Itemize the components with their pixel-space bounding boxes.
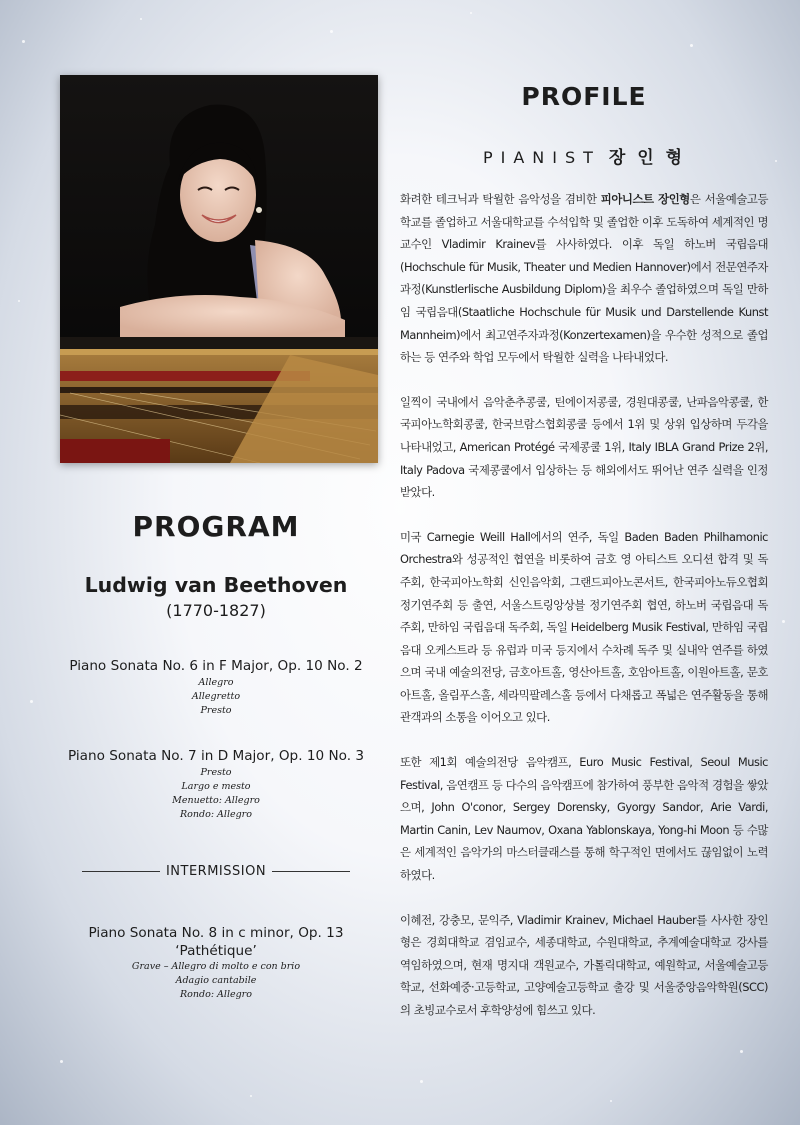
profile-heading: PROFILE <box>521 82 647 111</box>
program-piece <box>60 658 372 718</box>
divider-line <box>82 871 160 872</box>
movement: Grave – Allegro di molto e con brio <box>131 961 301 972</box>
pianist-name-line <box>400 143 768 168</box>
movement: Largo e mesto <box>181 781 251 792</box>
pianist-photo <box>60 75 378 463</box>
profile-section <box>400 82 768 1044</box>
composer-years: (1770-1827) <box>166 601 266 620</box>
movement: Rondo: Allegro <box>180 809 252 820</box>
program-piece <box>60 748 372 822</box>
piece-subtitle: ‘Pathétique’ <box>175 943 257 959</box>
program-section <box>60 510 372 1002</box>
intermission-divider <box>82 864 350 879</box>
movement: Adagio cantabile <box>175 975 257 986</box>
composer-name: Ludwig van Beethoven <box>84 573 348 597</box>
bio-paragraph <box>400 188 768 369</box>
movement: Presto <box>200 767 232 778</box>
movement: Allegretto <box>191 691 241 702</box>
movement: Menuetto: Allegro <box>172 795 260 806</box>
piece-title: Piano Sonata No. 8 in c minor, Op. 13 <box>88 925 344 941</box>
movement: Presto <box>200 705 232 716</box>
divider-line <box>272 871 350 872</box>
intermission-label: INTERMISSION <box>165 864 267 879</box>
pianist-illustration <box>60 75 378 463</box>
movement: Rondo: Allegro <box>180 989 252 1000</box>
bio-paragraph: 일찍이 국내에서 음악춘추콩쿨, 틴에이저콩쿨, 경원대콩쿨, 난파음악콩쿨, 한국피아노학회콩쿨, 한국브람스협회콩쿨 등에서 1위 및 상위 입상하며 두각을 나타내었고, American Protégé 국제콩쿨 1위, Italy IBLA Grand Prize 2위, Italy Padova 국제콩쿨에서 입상하는 등 해외에서도 뛰어난 연주 실력을 인정받았다. <box>400 394 768 500</box>
bio-text: 은 서울예술고등학교를 졸업하고 서울대학교를 수석입학 및 졸업한 이후 도독하여 세계적인 명교수인 Vladimir Krainev를 사사하였다. 이후 독일 하노버 국립음대(Hochschule für Musik, Theater und Medien Hannover)에서 전문연주자과정(Kunstlerlische Ausbildung Diplom)을 최우수 졸업하였으며 독일 만하임 국립음대(Staatliche Hochschule für Musik und Darstellende Kunst Mannheim)에서 최고연주자과정(Konzertexamen)을 우수한 성적으로 졸업하는 등 연주와 학업 모두에서 탁월한 실력을 나타내었다. <box>400 192 769 365</box>
program-heading: PROGRAM <box>132 510 300 543</box>
role-label: PIANIST <box>482 148 601 167</box>
biography <box>400 188 768 1022</box>
bio-paragraph: 미국 Carnegie Weill Hall에서의 연주, 독일 Baden Baden Philhamonic Orchestra와 성공적인 협연을 비롯하여 금호 영 아티스트 오디션 합격 및 독주회, 한국피아노학회 신인음악회, 그랜드피아노콘서트, 한국피아노듀오협회 정기연주회 등 출연, 서울스트링앙상블 정기연주회 협연, 하노버 국립음대 독주회, 만하임 국립음대 독주회, 독일 Heidelberg Musik Festival, 만하임 국립음대 오케스트라 등 유럽과 미국 등지에서 수차례 독주 및 실내악 연주를 하였으며 국내 예술의전당, 금호아트홀, 영산아트홀, 호암아트홀, 이원아트홀, 문호아트홀, 올림푸스홀, 세라믹팔레스홀 등에서 다채롭고 폭넓은 연주활동을 통해 관객과의 소통을 이어오고 있다. <box>400 529 768 725</box>
pianist-name: 장 인 형 <box>608 148 686 168</box>
piece-title: Piano Sonata No. 6 in F Major, Op. 10 No. 2 <box>69 658 363 674</box>
program-piece <box>60 925 372 1002</box>
bio-paragraph: 이혜전, 강충모, 문익주, Vladimir Krainev, Michael Hauber를 사사한 장인형은 경희대학교 겸임교수, 세종대학교, 수원대학교, 추계예술대학교 강사를 역임하였으며, 현재 명지대 객원교수, 가톨릭대학교, 예원학교, 서울예술고등학교, 선화예중·고등학교, 고양예술고등학교 출강 및 서울중앙음악학원(SCC)의 초빙교수로서 후학양성에 힘쓰고 있다. <box>400 912 768 1017</box>
piece-title: Piano Sonata No. 7 in D Major, Op. 10 No. 3 <box>67 748 364 764</box>
bio-text: 화려한 테크닉과 탁월한 음악성을 겸비한 <box>400 192 601 206</box>
bio-highlight: 피아니스트 장인형 <box>600 192 690 206</box>
bio-paragraph: 또한 제1회 예술의전당 음악캠프, Euro Music Festival, Seoul Music Festival, 음연캠프 등 다수의 음악캠프에 참가하여 풍부한 음악적 경험을 쌓았으며, John O'conor, Sergey Dorensky, Gyorgy Sandor, Arie Vardi, Martin Canin, Lev Naumov, Oxana Yablonskaya, Yong-hi Moon 등 수많은 세계적인 음악가의 마스터클래스를 통해 학구적인 면에서도 끊임없이 노력하였다. <box>400 755 768 883</box>
movement: Allegro <box>198 677 234 688</box>
